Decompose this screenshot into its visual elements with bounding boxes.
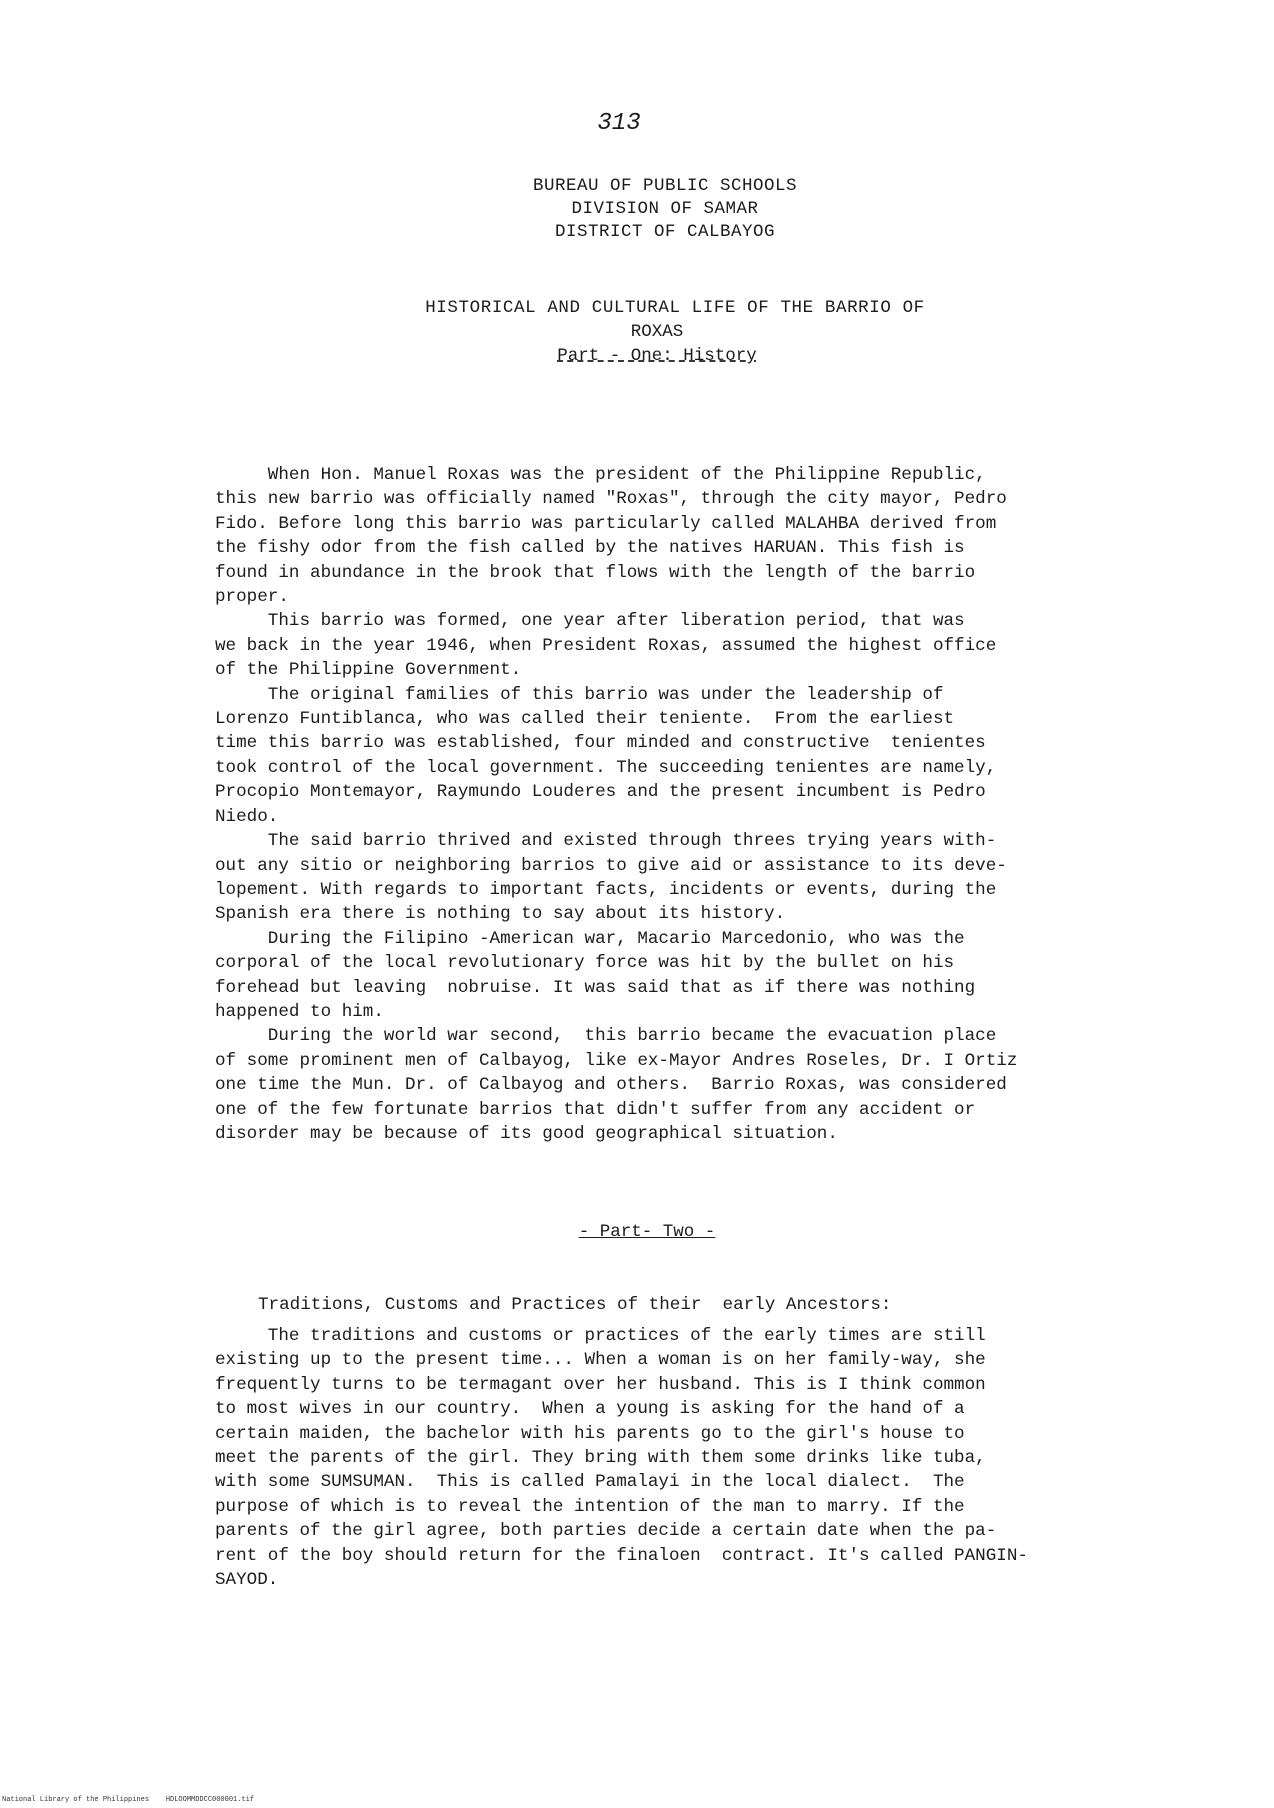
page-number: 313: [597, 110, 641, 137]
part-one-heading: [20, 346, 1274, 366]
header-bureau: BUREAU OF PUBLIC SCHOOLS: [532, 176, 798, 196]
traditions-heading: Traditions, Customs and Practices of their early Ancestors:: [258, 1295, 892, 1315]
part-one-body: When Hon. Manuel Roxas was the president of the Philippine Republic, this new barrio was officially named "Roxas", through the city mayor, Pedro Fido. Before long this barrio was particularly called MALAHBA derived from the fishy odor from the fish called by the natives HARUAN. This fish is found in abundance in the brook that flows with the length of the barrio proper. This barrio was formed, one year after liberation period, that was we back in the year 1946, when President Roxas, assumed the highest office of the Philippine Government. The original families of this barrio was under the leadership of Lorenzo Funtiblanca, who was called their teniente. From the earliest time this barrio was established, four minded and constructive tenientes took control of the local government. The succeeding tenientes are namely, Procopio Montemayor, Raymundo Louderes and the present incumbent is Pedro Niedo. The said barrio thrived and existed through threes trying years with- out any sitio or neighboring barrios to give aid or assistance to its deve- lopement. With regards to important facts, incidents or events, during the Spanish era there is nothing to say about its history. During the Filipino -American war, Macario Marcedonio, who was the corporal of the local revolutionary force was hit by the bullet on his forehead but leaving nobruise. It was said that as if there was nothing happened to him. During the world war second, this barrio became the evacuation place of some prominent men of Calbayog, like ex-Mayor Andres Roseles, Dr. I Ortiz one time the Mun. Dr. of Calbayog and others. Barrio Roxas, was considered one of the few fortunate barrios that didn't suffer from any accident or disorder may be because of its good geographical situation.: [215, 465, 1018, 1144]
footer-source: National Library of the Philippines HDLOOMMDDCC000001.tif: [2, 1796, 255, 1804]
document-title: HISTORICAL AND CULTURAL LIFE OF THE BARRIO OF: [425, 298, 925, 318]
barrio-name: ROXAS: [630, 322, 684, 342]
header-district: DISTRICT OF CALBAYOG: [554, 222, 776, 242]
part-one-heading-text: Part - One: History: [557, 346, 757, 366]
header-division: DIVISION OF SAMAR: [571, 199, 759, 219]
part-two-heading-text: - Part- Two -: [578, 1222, 716, 1242]
part-two-body: The traditions and customs or practices of the early times are still existing up to the present time... When a woman is on her family-way, she frequently turns to be termagant over her husband. This is I think common to most wives in our country. When a young is asking for the hand of a certain maiden, the bachelor with his parents go to the girl's house to meet the parents of the girl. They bring with them some drinks like tuba, with some SUMSUMAN. This is called Pamalayi in the local dialect. The purpose of which is to reveal the intention of the man to marry. If the parents of the girl agree, both parties decide a certain date when the pa- rent of the boy should return for the finaloen contract. It's called PANGIN- SAYOD.: [215, 1326, 1028, 1591]
part-two-heading: [10, 1222, 1274, 1242]
